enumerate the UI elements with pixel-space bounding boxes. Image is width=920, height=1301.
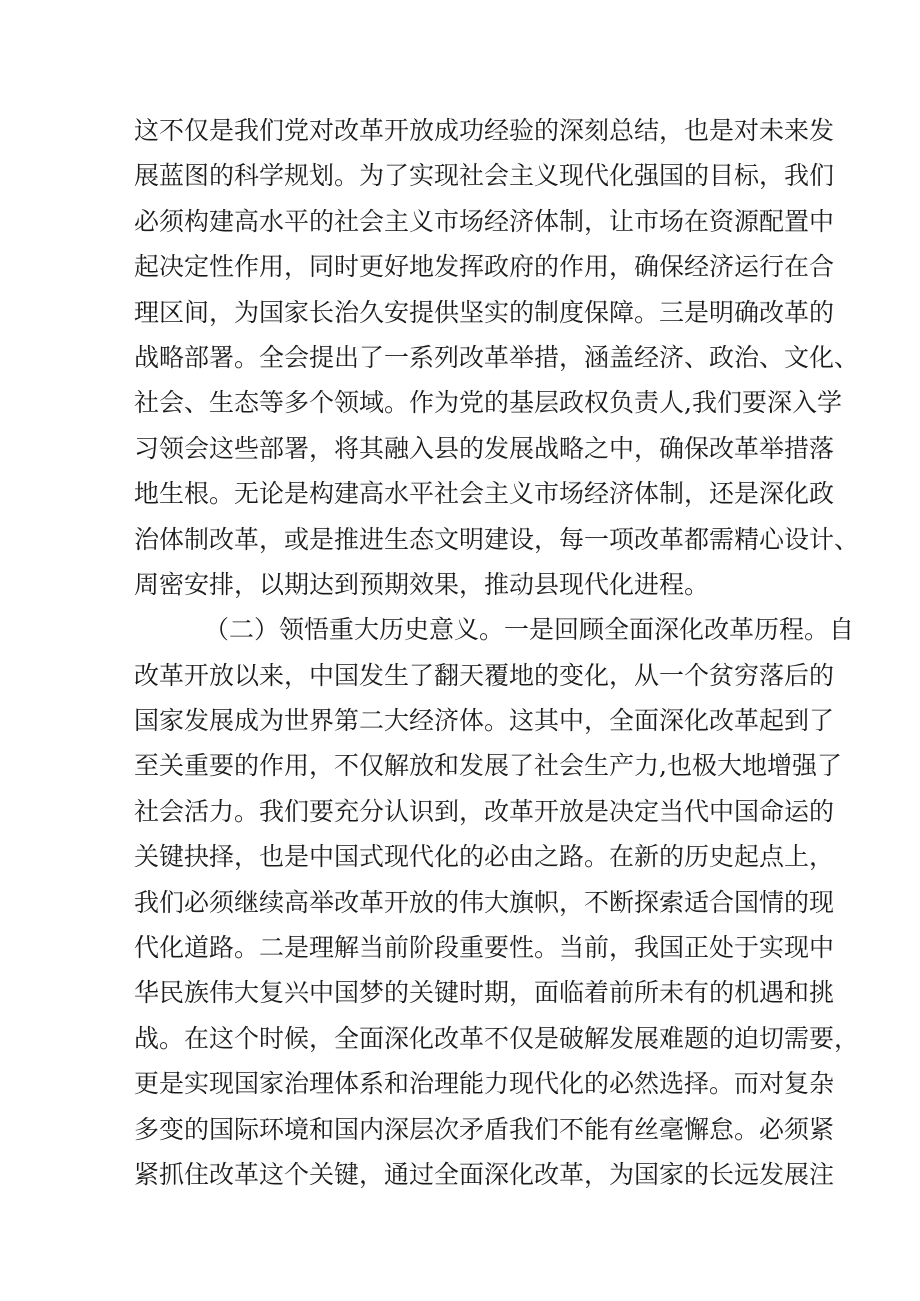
text-line-20: 华民族伟大复兴中国梦的关键时期，面临着前所未有的机遇和挑 (134, 978, 835, 1008)
text-line-22: 更是实现国家治理体系和治理能力现代化的必然选择。而对复杂 (134, 1069, 835, 1099)
text-line-21: 战。在这个时候，全面深化改革不仅是破解发展难题的迫切需要， (134, 1023, 860, 1053)
text-line-17: 关键抉择，也是中国式现代化的必由之路。在新的历史起点上， (134, 842, 835, 872)
text-line-13: 改革开放以来，中国发生了翻天覆地的变化，从一个贫穷落后的 (134, 660, 835, 690)
text-line-4: 起决定性作用，同时更好地发挥政府的作用，确保经济运行在合 (134, 252, 835, 282)
text-line-2: 展蓝图的科学规划。为了实现社会主义现代化强国的目标，我们 (134, 161, 835, 191)
section-heading-line: （二）领悟重大历史意义。一是回顾全面深化改革历程。自 (204, 615, 855, 645)
text-line-6: 战略部署。全会提出了一系列改革举措，涵盖经济、政治、文化、 (134, 342, 860, 372)
text-line-16: 社会活力。我们要充分认识到，改革开放是决定当代中国命运的 (134, 796, 835, 826)
text-line-24: 紧抓住改革这个关键，通过全面深化改革，为国家的长远发展注 (134, 1159, 835, 1189)
text-line-3: 必须构建高水平的社会主义市场经济体制，让市场在资源配置中 (134, 206, 835, 236)
text-line-10: 治体制改革，或是推进生态文明建设，每一项改革都需精心设计、 (134, 524, 860, 554)
text-line-7: 社会、生态等多个领域。作为党的基层政权负责人,我们要深入学 (134, 388, 842, 418)
text-line-1: 这不仅是我们党对改革开放成功经验的深刻总结，也是对未来发 (134, 116, 835, 145)
text-line-23: 多变的国际环境和国内深层次矛盾我们不能有丝毫懈怠。必须紧 (134, 1114, 835, 1144)
text-line-18: 我们必须继续高举改革开放的伟大旗帜，不断探索适合国情的现 (134, 887, 835, 917)
text-line-9: 地生根。无论是构建高水平社会主义市场经济体制，还是深化政 (134, 479, 835, 509)
text-line-8: 习领会这些部署，将其融入县的发展战略之中，确保改革举措落 (134, 433, 835, 463)
text-line-14: 国家发展成为世界第二大经济体。这其中，全面深化改革起到了 (134, 706, 835, 736)
text-line-11: 周密安排，以期达到预期效果，推动县现代化进程。 (134, 569, 710, 599)
text-line-15: 至关重要的作用，不仅解放和发展了社会生产力,也极大地增强了 (134, 751, 842, 781)
body-text (134, 108, 860, 1197)
text-line-19: 代化道路。二是理解当前阶段重要性。当前，我国正处于实现中 (134, 933, 835, 963)
text-line-5: 理区间，为国家长治久安提供坚实的制度保障。三是明确改革的 (134, 297, 835, 327)
